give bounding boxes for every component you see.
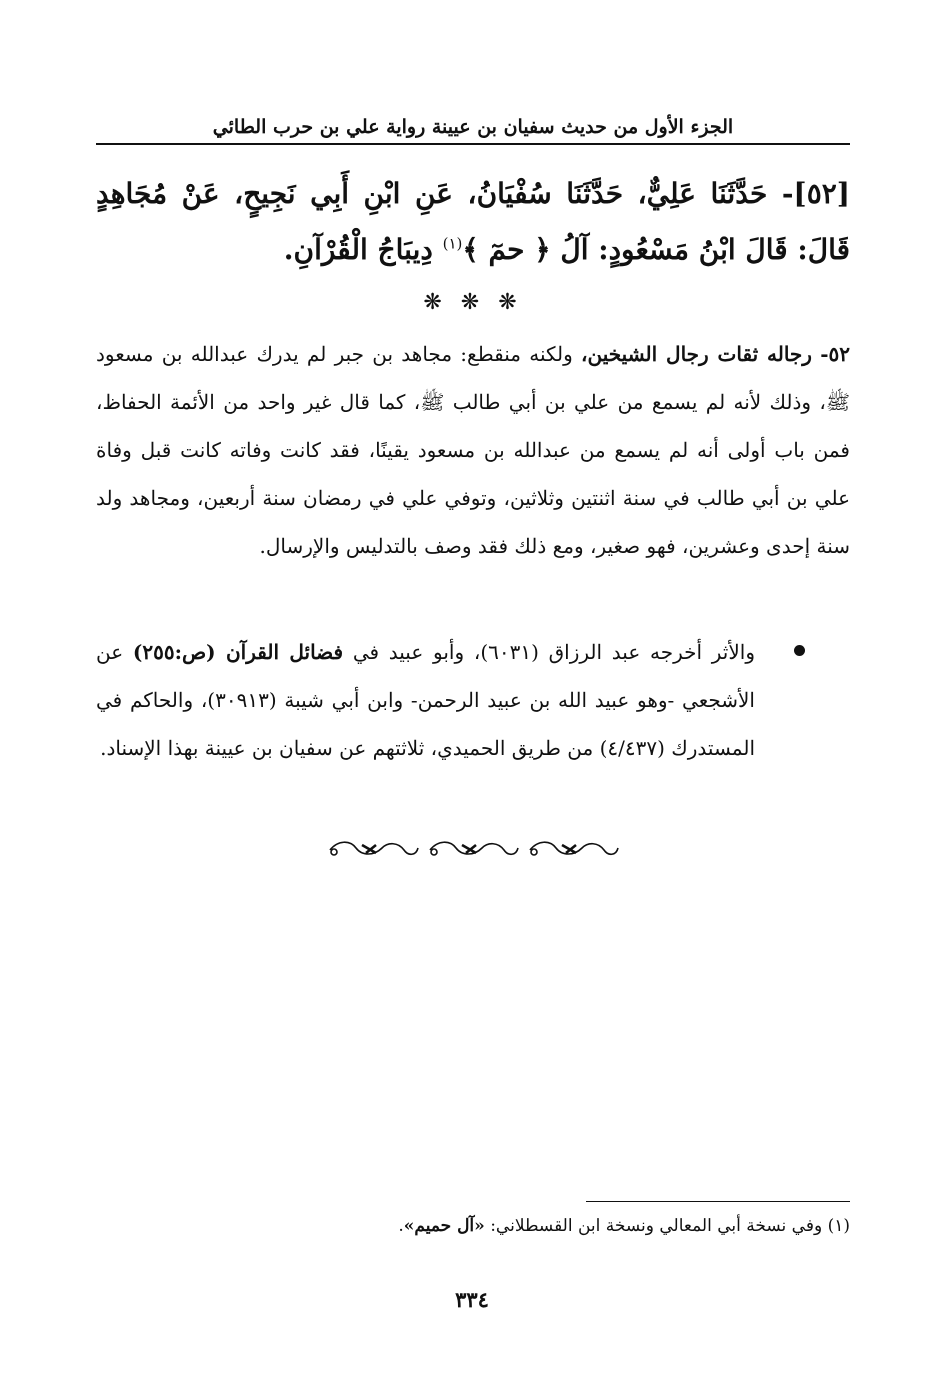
ornament-divider-icon: [322, 836, 622, 862]
takhrij-paragraph: [96, 628, 755, 772]
takhrij-part1: والأثر أخرجه عبد الرزاق (٦٠٣١)، وأبو عبيد في: [352, 640, 755, 664]
hadith-text-part1: حَدَّثَنَا عَلِيٌّ، حَدَّثَنَا سُفْيَانُ، عَنِ ابْنِ أَبِي نَجِيحٍ، عَنْ مُجَاهِدٍ قَالَ: قَالَ ابْنُ مَسْعُودٍ: آلُ ﴿ حمٓ ﴾: [96, 177, 850, 266]
commentary-body: ولكنه منقطع: مجاهد بن جبر لم يدرك عبدالله بن مسعود ﷺ، وذلك لأنه لم يسمع من علي بن أبي طالب ﷺ، كما قال غير واحد من الأئمة الحفاظ، فمن باب أولى أنه لم يسمع من عبدالله بن مسعود يقينًا، فقد كانت وفاته كانت قبل وفاة علي بن أبي طالب في سنة اثنتين وثلاثين، وتوفي علي في رمضان سنة أربعين، ومجاهد ولد سنة إحدى وعشرين، فهو صغير، ومع ذلك فقد وصف بالتدليس والإرسال.: [96, 342, 850, 558]
footnote-rule: [586, 1201, 850, 1202]
commentary-lead: رجاله ثقات رجال الشيخين،: [581, 342, 812, 366]
section-separator: ❋ ❋ ❋: [423, 290, 523, 315]
header-rule: [96, 143, 850, 145]
commentary-number: ٥٢-: [820, 342, 851, 366]
footnote-end: .: [398, 1216, 404, 1236]
takhrij-book-title: فضائل القرآن (ص:٢٥٥): [132, 640, 344, 664]
takhrij-part2: عن الأشجعي -وهو عبيد الله بن عبيد الرحمن- وابن أبي شيبة (٣٠٩١٣)، والحاكم في المستدرك (٤/٤٣٧) من طريق الحميدي، ثلاثتهم عن سفيان بن عيينة بهذا الإسناد.: [96, 640, 755, 760]
footnote: [96, 1212, 850, 1240]
footnote-text: وفي نسخة أبي المعالي ونسخة ابن القسطلاني:: [490, 1216, 823, 1236]
hadith-text-part2: دِيبَاجُ الْقُرْآنِ.: [283, 233, 433, 266]
commentary-paragraph: [96, 330, 850, 570]
hadith-number: [٥٢]-: [781, 177, 851, 210]
footnote-reference: (١): [442, 234, 463, 253]
hadith-text: [96, 166, 850, 278]
page-number: ٣٣٤: [455, 1287, 489, 1312]
footnote-quote: «آل حميم»: [403, 1216, 485, 1236]
footnote-marker: (١): [827, 1216, 850, 1236]
running-header: الجزء الأول من حديث سفيان بن عيينة رواية علي بن حرب الطائي: [212, 116, 734, 138]
takhrij-block: [96, 628, 850, 772]
bullet-icon: [794, 645, 805, 656]
